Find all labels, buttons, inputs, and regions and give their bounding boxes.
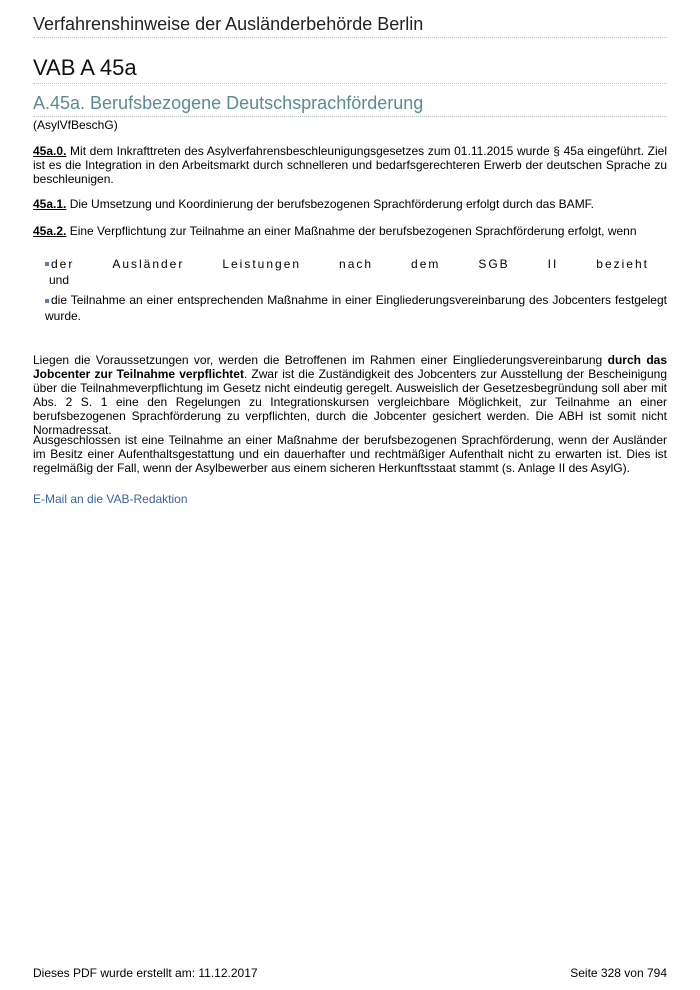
word: SGB (478, 257, 510, 271)
emphasis-text: durch das Jobcenter zur Teilnahme verpflichtet (33, 353, 667, 381)
paragraph-45a2 (33, 224, 667, 238)
paragraph-number: 45a.0. (33, 144, 67, 158)
paragraph-exclusion: Ausgeschlossen ist eine Teilnahme an einer Maßnahme der berufsbezogenen Sprachförderung, wenn der Ausländer im Besitz einer Aufenthaltsgestattung und ein dauerhafter und rechtmäßiger Aufenthalt nicht zu erwarten ist. Dies ist regelmäßig der Fall, wenn der Asylbewerber aus einem sicheren Herkunftsstaat stammt (s. Anlage II des AsylG). (33, 433, 667, 475)
paragraph-45a1 (33, 197, 667, 211)
list-item-text: die Teilnahme an einer entsprechenden Maßnahme in einer Eingliederungsvereinbarung des Jobcenters festgelegt wurde. (45, 293, 667, 323)
page-footer (33, 966, 667, 980)
word: der (51, 257, 75, 271)
header-rule (33, 37, 667, 38)
section-title: A.45a. Berufsbezogene Deutschsprachförderung (33, 93, 424, 113)
page-number: Seite 328 von 794 (570, 966, 667, 980)
section-rule (33, 116, 667, 117)
word: II (547, 257, 559, 271)
paragraph-number: 45a.2. (33, 224, 67, 238)
paragraph-text: Mit dem Inkrafttreten des Asylverfahrensbeschleunigungsgesetzes zum 01.11.2015 wurde § 45a eingeführt. Ziel ist es die Integration in den Arbeitsmarkt durch schnelleren und bedarfsgerechteren Erwerb der deutschen Sprache zu beschleunigen. (33, 144, 667, 186)
email-redaction-link[interactable]: E-Mail an die VAB-Redaktion (33, 492, 188, 506)
paragraph-text: Eine Verpflichtung zur Teilnahme an einer Maßnahme der berufsbezogenen Sprachförderung erfolgt, wenn (66, 224, 637, 238)
paragraph-text: Liegen die Voraussetzungen vor, werden die Betroffenen im Rahmen einer Eingliederungsvereinbarung (33, 353, 608, 367)
document-title: VAB A 45a (33, 55, 137, 80)
list-item (45, 256, 667, 288)
spread-words (51, 256, 649, 272)
word: dem (411, 257, 441, 271)
paragraph-text: Die Umsetzung und Koordinierung der berufsbezogenen Sprachförderung erfolgt durch das BAMF. (66, 197, 595, 211)
source-reference: (AsylVfBeschG) (33, 118, 118, 132)
list-item-continuation: und (49, 273, 70, 287)
paragraph-45a0 (33, 144, 667, 186)
word: bezieht (596, 257, 649, 271)
word: nach (339, 257, 374, 271)
bullet-square-icon (45, 299, 49, 303)
title-rule (33, 83, 667, 84)
paragraph-number: 45a.1. (33, 197, 67, 211)
created-date: Dieses PDF wurde erstellt am: 11.12.2017 (33, 966, 258, 980)
word: Ausländer (112, 257, 185, 271)
page-header: Verfahrenshinweise der Ausländerbehörde Berlin (33, 14, 424, 34)
list-item (45, 292, 667, 324)
paragraph-text: . Zwar ist die Zuständigkeit des Jobcenters zur Ausstellung der Bescheinigung über die Teilnahmeverpflichtung im Gesetz nicht eindeutig geregelt. Ausweislich der Gesetzesbegründung soll aber mit Abs. 2 S. 1 eine den Regelungen zu Integrationskursen vergleichbare Möglichkeit, zur Teilnahme an einer berufsbezogenen Sprachförderung zu verpflichten, durch die Jobcenter gesichert werden. Die ABH ist somit nicht Normadressat. (33, 367, 668, 437)
bullet-square-icon (45, 262, 49, 266)
word: Leistungen (222, 257, 302, 271)
paragraph-prerequisites (33, 353, 667, 437)
